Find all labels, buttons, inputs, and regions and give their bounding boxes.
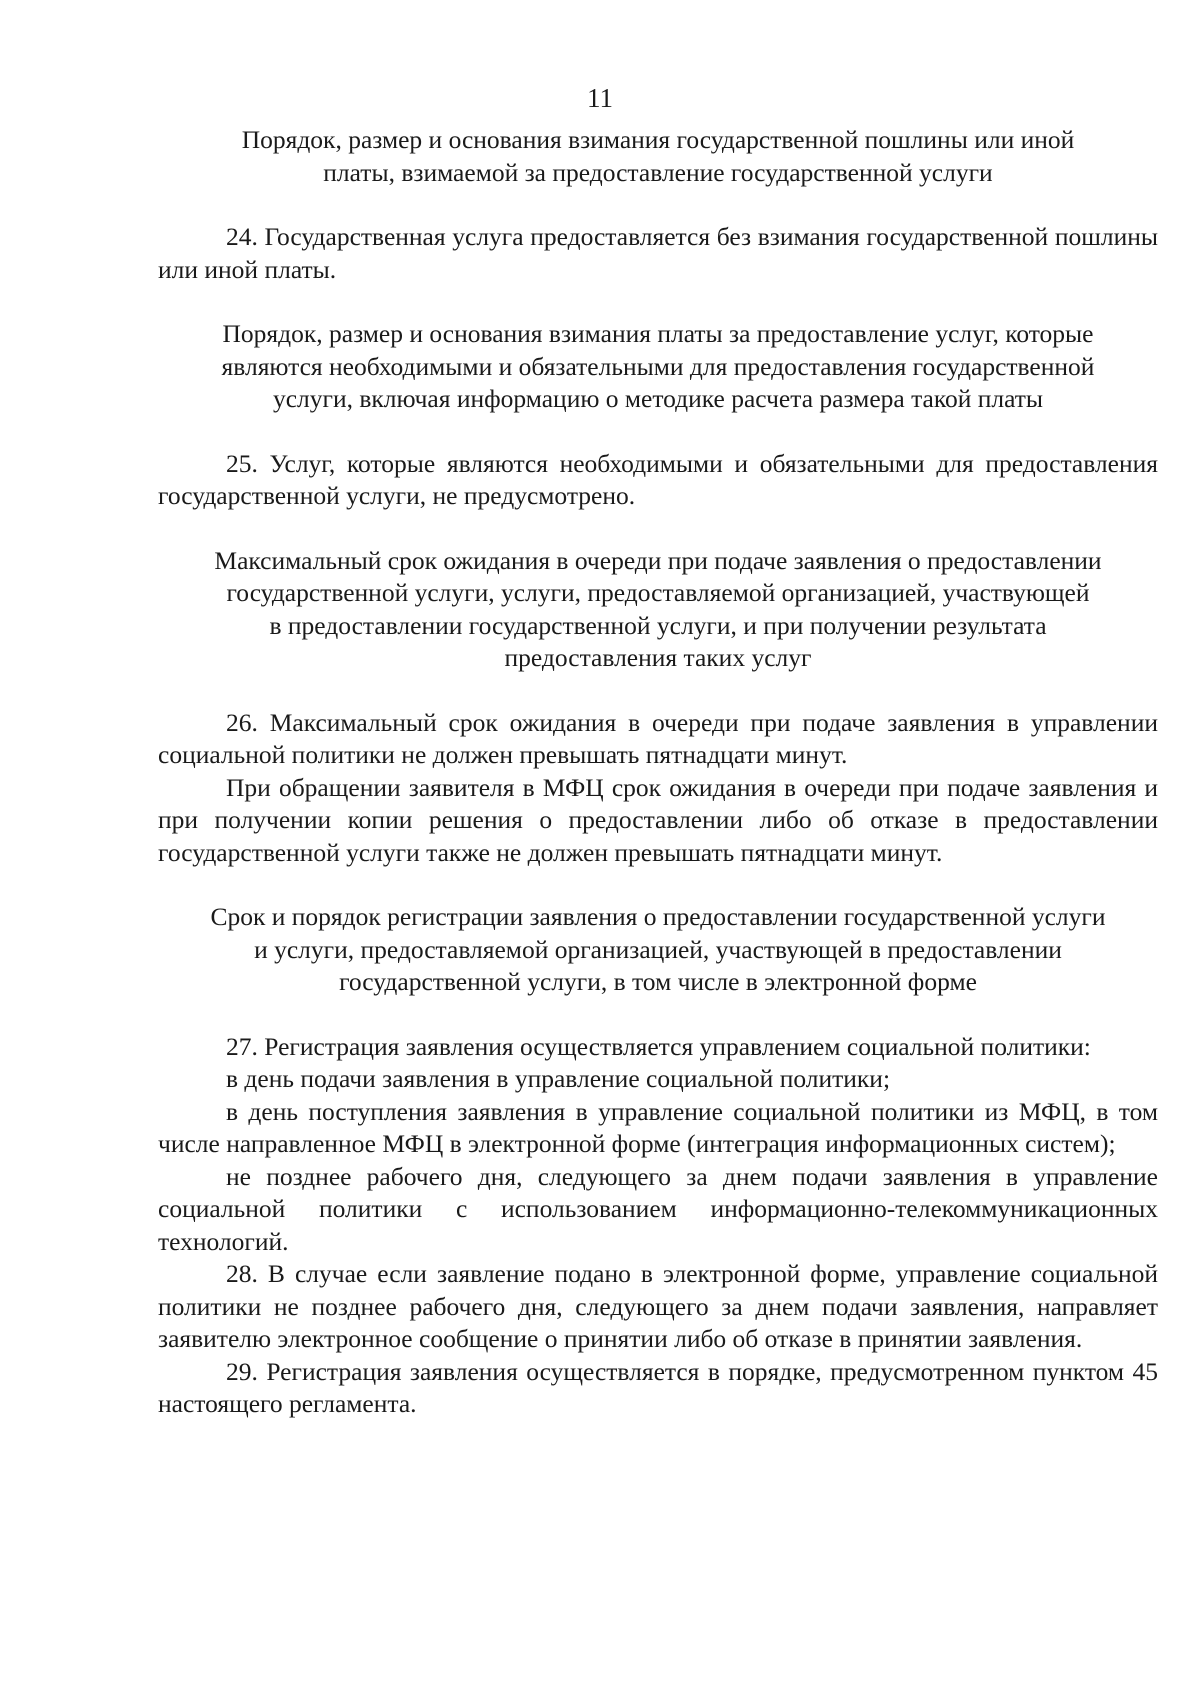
heading-line: государственной услуги, в том числе в электронной форме (339, 967, 977, 996)
heading-line: и услуги, предоставляемой организацией, участвующей в предоставлении (254, 934, 1062, 964)
section-heading-fees (158, 124, 1158, 189)
heading-line: предоставления таких услуг (504, 643, 812, 672)
heading-line: услуги, включая информацию о методике расчета размера такой платы (272, 384, 1044, 413)
section-heading-registration (158, 901, 1158, 999)
paragraph-27-item-c: не позднее рабочего дня, следующего за днем подачи заявления в управление социальной политики с использованием информационно-телекоммуникационных технологий. (158, 1161, 1158, 1256)
heading-line: Порядок, размер и основания взимания платы за предоставление услуг, которые (222, 319, 1094, 348)
section-heading-service-fees (158, 318, 1158, 416)
heading-line: Максимальный срок ожидания в очереди при подаче заявления о предоставлении (214, 545, 1102, 575)
heading-line: являются необходимыми и обязательными для предоставления государственной (221, 351, 1095, 381)
paragraph-26-mfc: При обращении заявителя в МФЦ срок ожидания в очереди при подаче заявления и при получении копии решения о предоставлении либо об отказе в предоставлении государственной услуги также не должен превышать пятнадцати минут. (158, 772, 1158, 867)
paragraph-27-item-a: в день подачи заявления в управление социальной политики; (226, 1064, 891, 1093)
paragraph-27-item-b: в день поступления заявления в управление социальной политики из МФЦ, в том числе направленное МФЦ в электронной форме (интеграция информационных систем); (158, 1096, 1158, 1158)
paragraph-26: 26. Максимальный срок ожидания в очереди при подаче заявления в управлении социальной политики не должен превышать пятнадцати минут. (158, 707, 1158, 769)
heading-line: платы, взимаемой за предоставление государственной услуги (323, 157, 993, 187)
paragraph-28: 28. В случае если заявление подано в электронной форме, управление социальной политики не позднее рабочего дня, следующего за днем подачи заявления, направляет заявителю электронное сообщение о принятии либо об отказе в принятии заявления. (158, 1259, 1158, 1353)
page-number: 11 (587, 83, 613, 113)
document-body (158, 124, 1158, 1421)
paragraph-29: 29. Регистрация заявления осуществляется в порядке, предусмотренном пунктом 45 настоящего регламента. (158, 1356, 1158, 1418)
paragraph-27: 27. Регистрация заявления осуществляется управлением социальной политики: (226, 1031, 1091, 1061)
section-heading-waiting-time (158, 545, 1158, 675)
heading-line: в предоставлении государственной услуги, и при получении результата (269, 610, 1047, 640)
paragraph-25: 25. Услуг, которые являются необходимыми и обязательными для предоставления государственной услуги, не предусмотрено. (158, 448, 1158, 510)
heading-line: Порядок, размер и основания взимания государственной пошлины или иной (241, 125, 1075, 154)
heading-line: государственной услуги, услуги, предоставляемой организацией, участвующей (226, 578, 1090, 607)
paragraph-24: 24. Государственная услуга предоставляется без взимания государственной пошлины или иной платы. (158, 222, 1158, 284)
heading-line: Срок и порядок регистрации заявления о предоставлении государственной услуги (210, 902, 1106, 931)
